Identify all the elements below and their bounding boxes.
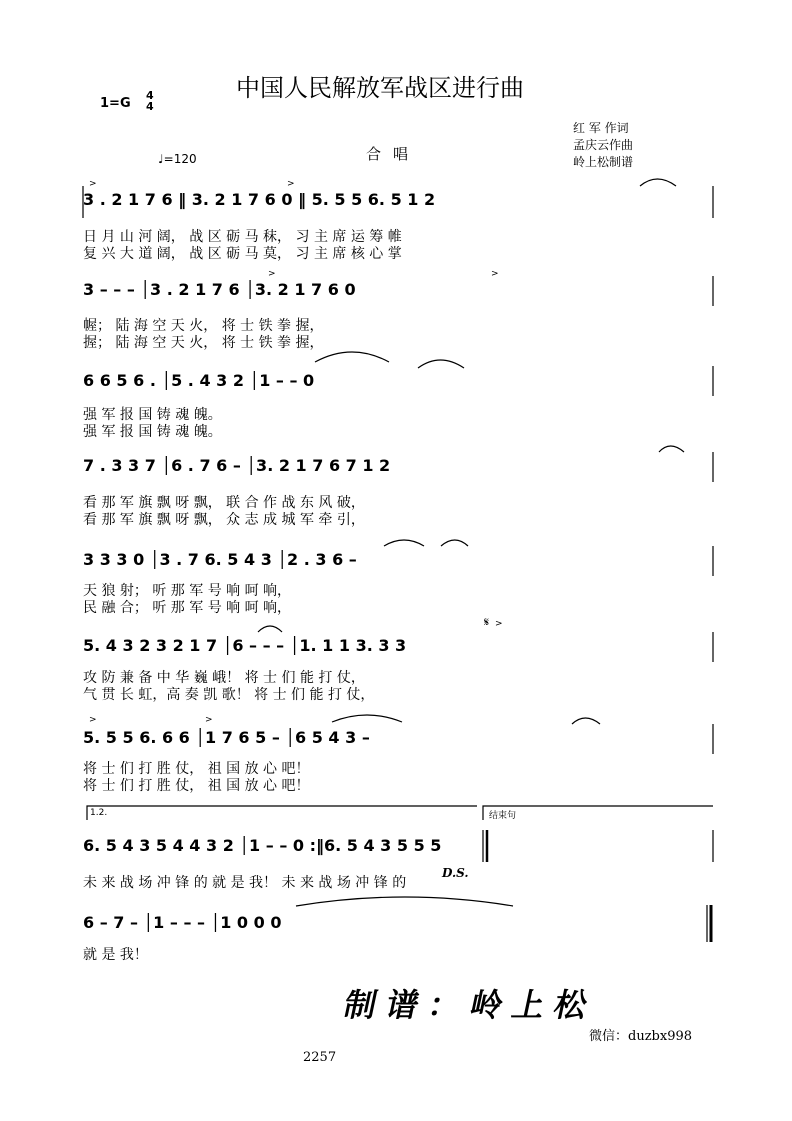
performance-form: 合唱 [366, 145, 421, 163]
lyrics-verse-1: 就 是 我！ [83, 947, 148, 963]
notation-row: 3 – – – │3 . 2 1 7 6 │3. 2 1 7 6 0 [83, 280, 356, 299]
notation-row: 3 . 2 1 7 6 ‖ 3. 2 1 7 6 0 ‖ 5. 5 5 6. 5 1 2 [83, 190, 436, 209]
lyrics-verse-1: 幄； 陆 海 空 天 火， 将 士 铁 拳 握， [83, 318, 324, 334]
lyrics-verse-1: 未 来 战 场 冲 锋 的 就 是 我！ 未 来 战 场 冲 锋 的 [83, 875, 407, 891]
dal-segno-mark: D.S. [442, 866, 469, 880]
svg-text:>: > [268, 269, 276, 279]
volta-ending-phrase: 结束句 [489, 811, 517, 821]
notation-row: 7 . 3 3 7 │6 . 7 6 – │3. 2 1 7 6 7 1 2 [83, 456, 391, 475]
tempo-marking: ♩=120 [158, 152, 197, 166]
lyrics-verse-1: 将 士 们 打 胜 仗， 祖 国 放 心 吧！ [83, 761, 310, 777]
signature-calligraphy: 制谱：岭上松 [340, 986, 601, 1024]
lyrics-verse-2: 握； 陆 海 空 天 火， 将 士 铁 拳 握， [83, 335, 324, 351]
lyrics-verse-1: 攻 防 兼 备 中 华 巍 峨！ 将 士 们 能 打 仗， [83, 670, 365, 686]
svg-text:>: > [89, 715, 97, 725]
svg-text:>: > [491, 269, 499, 279]
notation-row: 5. 4 3 2 3 2 1 7 │6 – – – │1. 1 1 3. 3 3 [83, 636, 407, 655]
page-number: 2257 [303, 1050, 337, 1065]
time-signature: 4 4 [146, 89, 154, 113]
composer-credit: 孟庆云作曲 [573, 138, 634, 152]
lyrics-verse-2: 看 那 军 旗 飘 呀 飘， 众 志 成 城 军 牵 引， [83, 512, 365, 528]
notation-row: 5. 5 5 6. 6 6 │1 7 6 5 – │6 5 4 3 – [83, 728, 370, 747]
lyrics-verse-1: 日 月 山 河 阔， 战 区 砺 马 秣， 习 主 席 运 筹 帷 [83, 229, 402, 245]
lyricist-credit: 红 军 作词 [573, 121, 629, 135]
svg-text:>: > [205, 715, 213, 725]
notation-row: 6. 5 4 3 5 4 4 3 2 │1 – – 0 :‖6. 5 4 3 5 5 5 [83, 836, 442, 855]
key-signature: 1=G [100, 96, 131, 111]
notation-row: 6 6 5 6 . │5 . 4 3 2 │1 – – 0 [83, 371, 315, 390]
lyrics-verse-1: 天 狼 射； 听 那 军 号 响 呵 响， [83, 583, 292, 599]
notation-row: 6 – 7 – │1 – – – │1 0 0 0 [83, 913, 282, 932]
svg-text:>: > [495, 619, 503, 629]
lyrics-verse-2: 复 兴 大 道 阔， 战 区 砺 马 莫， 习 主 席 核 心 掌 [83, 246, 402, 262]
svg-text:𝄋: 𝄋 [484, 615, 490, 629]
lyrics-verse-2: 强 军 报 国 铸 魂 魄。 [83, 424, 222, 440]
arranger-credit: 岭上松制谱 [573, 155, 634, 169]
lyrics-verse-2: 民 融 合； 听 那 军 号 响 呵 响， [83, 600, 292, 616]
lyrics-verse-1: 强 军 报 国 铸 魂 魄。 [83, 407, 222, 423]
lyrics-verse-2: 气 贯 长 虹，高 奏 凯 歌！ 将 士 们 能 打 仗， [83, 687, 375, 703]
wechat-contact: 微信：duzbx998 [589, 1029, 693, 1044]
lyrics-verse-1: 看 那 军 旗 飘 呀 飘， 联 合 作 战 东 风 破， [83, 495, 365, 511]
svg-text:>: > [89, 179, 97, 189]
volta-first-ending: 1.2. [90, 808, 108, 818]
svg-text:>: > [287, 179, 295, 189]
page-title: 中国人民解放军战区进行曲 [236, 74, 524, 102]
lyrics-verse-2: 将 士 们 打 胜 仗， 祖 国 放 心 吧！ [83, 778, 310, 794]
notation-row: 3 3 3 0 │3 . 7 6. 5 4 3 │2 . 3 6 – [83, 550, 357, 569]
